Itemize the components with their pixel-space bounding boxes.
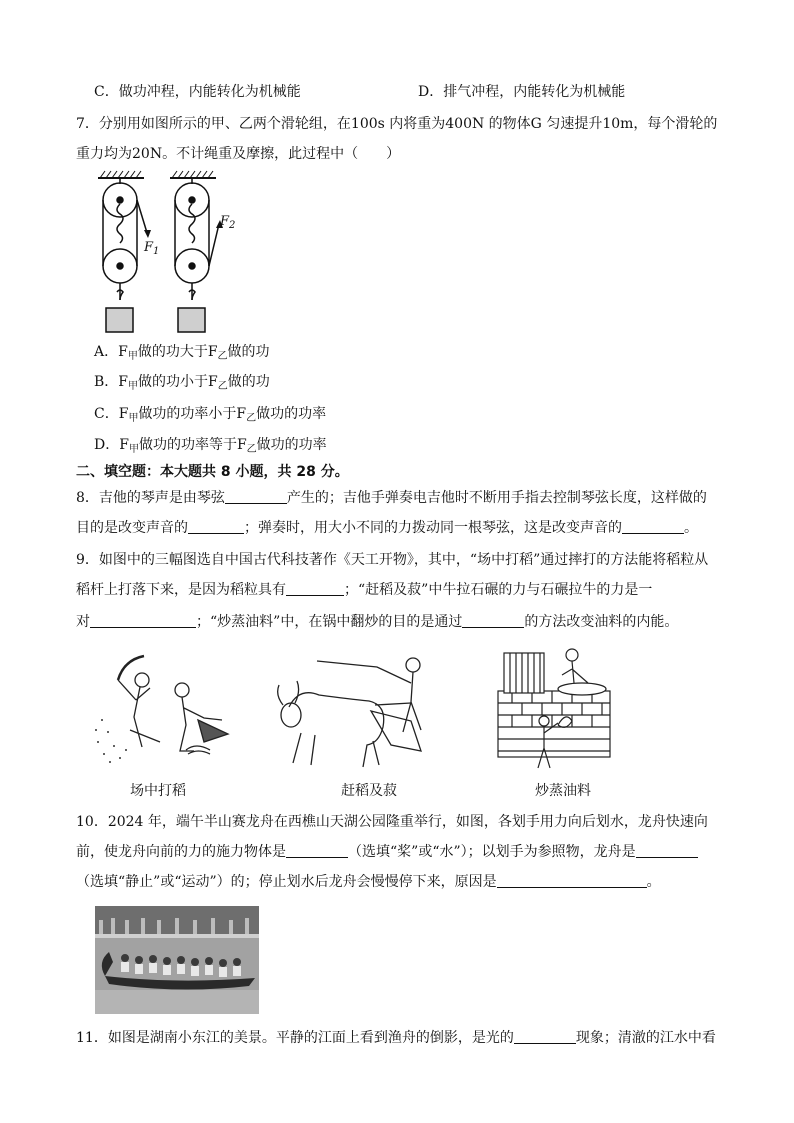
q8-line2: 目的是改变声音的 ；弹奏时，用大小不同的力拨动同一根琴弦，这是改变声音的 。 [76, 520, 698, 536]
illustration-ox-plow [275, 645, 445, 775]
q9-line3: 对 ；“炒蒸油料”中，在锅中翻炒的目的是通过 的方法改变油料的内能。 [76, 614, 679, 630]
q10-blank-2[interactable] [636, 843, 698, 858]
f2-label: $F_2$ [220, 214, 236, 231]
q8-blank-3[interactable] [622, 519, 684, 534]
q10-line2: 前，使龙舟向前的力的施力物体是 （选填“桨”或“水”）；以划手为参照物，龙舟是 [76, 842, 698, 862]
q7-stem-line2: 重力均为20N。不计绳重及摩擦，此过程中（ ） [76, 146, 401, 162]
illustration-threshing [90, 650, 240, 770]
q8-line1: 8．吉他的琴声是由琴弦 产生的；吉他手弹奏电吉他时不断用手指去控制琴弦长度，这样做的 [76, 490, 707, 506]
q11-line1: 11．如图是湖南小东江的美景。平静的江面上看到渔舟的倒影，是光的 现象；清澈的江水中看 [76, 1030, 716, 1046]
f1-label: $F_1$ [144, 240, 160, 257]
caption-frying-oil: 炒蒸油料 [535, 783, 591, 799]
q7-option-a: A．$F_甲$做的功大于$F_乙$做的功 [94, 344, 270, 362]
q10-blank-3[interactable] [497, 873, 647, 888]
ceiling-right [170, 171, 216, 178]
pulley-figure [92, 168, 242, 338]
ceiling-left [98, 171, 144, 178]
q7-stem-line1: 7．分别用如图所示的甲、乙两个滑轮组，在100s 内将重为400N 的物体G 匀速提升10m，每个滑轮的 [76, 116, 718, 132]
caption-threshing: 场中打稻 [130, 783, 186, 799]
section-2-heading: 二、填空题：本大题共 8 小题，共 28 分。 [76, 464, 349, 480]
pulley-group-yi [175, 178, 223, 332]
q10-line3: （选填“静止”或“运动”）的；停止划水后龙舟会慢慢停下来，原因是 。 [76, 874, 661, 890]
q6-option-c: C．做功冲程，内能转化为机械能 [94, 84, 301, 100]
q7-option-c: C．$F_甲$做功的功率小于$F_乙$做功的功率 [94, 406, 327, 424]
q10-line1: 10．2024 年，端午半山赛龙舟在西樵山天湖公园隆重举行，如图，各划手用力向后划水，龙舟快速向 [76, 814, 708, 830]
q7-option-b: B．$F_甲$做的功小于$F_乙$做的功 [94, 374, 270, 392]
q9-line2: 稻杆上打落下来，是因为稻粒具有 ；“赶稻及菽”中牛拉石碾的力与石碾拉牛的力是一 [76, 582, 653, 598]
q10-blank-1[interactable] [286, 843, 348, 858]
q9-blank-3[interactable] [462, 613, 524, 628]
q8-blank-1[interactable] [225, 489, 287, 504]
q9-blank-1[interactable] [286, 581, 344, 596]
q8-blank-2[interactable] [188, 519, 244, 534]
caption-ox-plow: 赶稻及菽 [341, 783, 397, 799]
dragon-boat-photo [95, 906, 259, 1014]
q9-line1: 9．如图中的三幅图选自中国古代科技著作《天工开物》，其中，“场中打稻”通过摔打的方法能将稻粒从 [76, 552, 709, 568]
q7-option-d: D．$F_甲$做功的功率等于$F_乙$做功的功率 [94, 437, 327, 455]
q9-blank-2[interactable] [90, 613, 196, 628]
q6-option-d: D．排气冲程，内能转化为机械能 [418, 84, 626, 100]
q11-blank-1[interactable] [514, 1029, 576, 1044]
illustration-frying-oil [492, 645, 622, 775]
